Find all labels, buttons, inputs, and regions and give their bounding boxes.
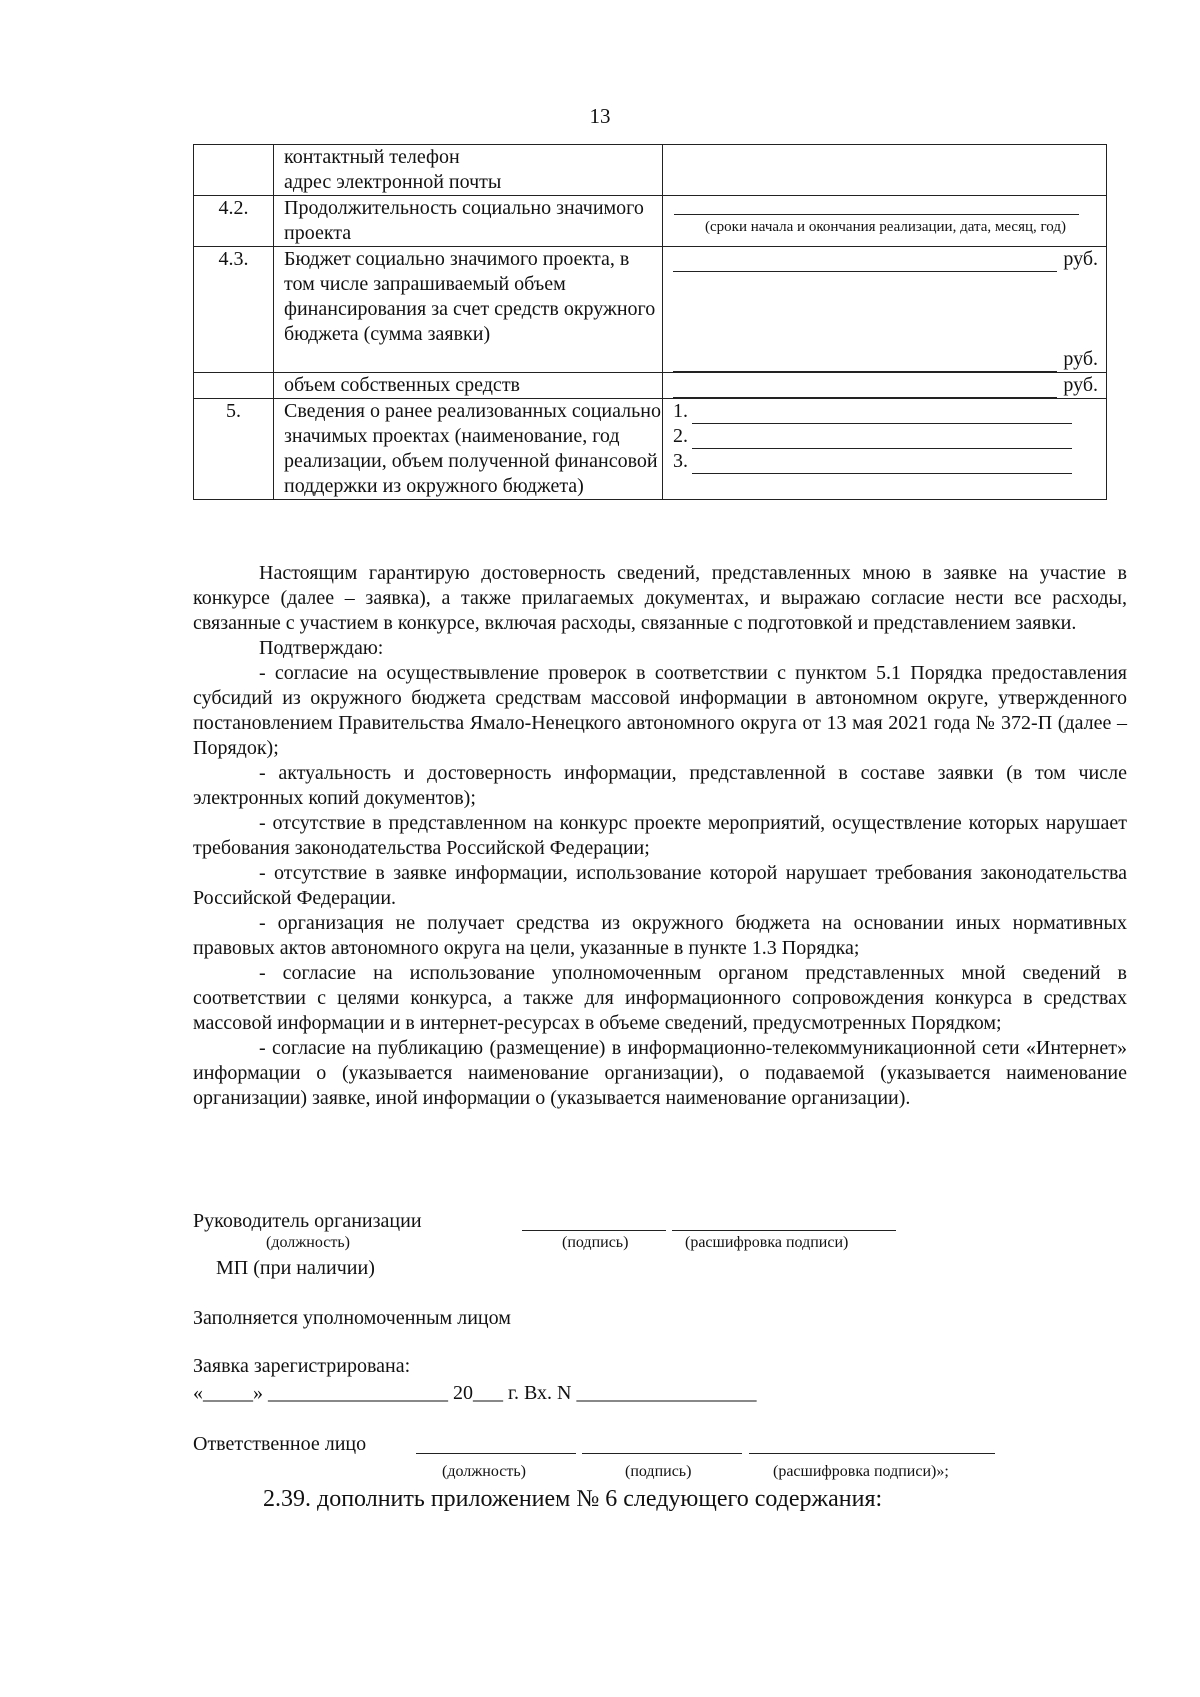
signature-line[interactable] (582, 1452, 742, 1454)
closing-instruction: 2.39. дополнить приложением № 6 следующего содержания: (263, 1486, 883, 1512)
budget-request-line[interactable] (673, 352, 1057, 372)
project-line-1[interactable] (692, 404, 1072, 424)
signature-decode-line[interactable] (749, 1452, 995, 1454)
paragraph: - согласие на использование уполномоченным органом представленных мной сведений в соответствии с целями конкурса, а также для информационного сопровождения конкурса в средствах массовой информации и в интернет-ресурсах в объеме сведений, предусмотренных Порядком; (193, 962, 1127, 1034)
row-number: 4.3. (194, 247, 274, 373)
responsible-person-label: Ответственное лицо (193, 1433, 367, 1455)
signature-line[interactable] (522, 1229, 666, 1231)
signature-decode-caption: (расшифровка подписи)»; (773, 1463, 949, 1480)
duration-hint: (сроки начала и окончания реализации, дата, месяц, год) (705, 219, 1066, 235)
previous-projects-cell (663, 399, 1107, 500)
own-funds-label: объем собственных средств (274, 373, 663, 399)
table-row-4-2 (194, 196, 1107, 247)
signature-caption: (подпись) (562, 1234, 629, 1251)
budget-label: Бюджет социально значимого проекта, в том числе запрашиваемый объем финансирования за счет средств окружного бюджета (сумма заявки) (274, 247, 663, 373)
position-caption: (должность) (266, 1234, 350, 1251)
page-number: 13 (589, 104, 611, 128)
position-caption: (должность) (442, 1463, 526, 1480)
row-number: 4.2. (194, 196, 274, 247)
previous-projects-label: Сведения о ранее реализованных социально значимых проектах (наименование, год реализации, объем полученной финансовой поддержки из окружного бюджета) (274, 399, 663, 500)
table-row-5 (194, 399, 1107, 500)
email-label: адрес электронной почты (284, 171, 502, 193)
currency-label: руб. (1063, 248, 1098, 270)
paragraph: - актуальность и достоверность информации, представленной в составе заявки (в том числе электронных копий документов); (193, 762, 1127, 809)
stamp-label: МП (при наличии) (216, 1257, 375, 1279)
registration-date-line: «_____» __________________ 20___ г. Вх. N __________________ (193, 1382, 757, 1404)
filled-by-label: Заполняется уполномоченным лицом (193, 1307, 511, 1329)
paragraph: - согласие на осуществывление проверок в соответствии с пунктом 5.1 Порядка предоставления субсидий из окружного бюджета средствам массовой информации в автономном округе, утвержденного постановлением Правительства Ямало-Ненецкого автономного округа от 13 мая 2021 года № 372-П (далее – Порядок); (193, 662, 1127, 759)
row-number: 5. (194, 399, 274, 500)
declaration-text (193, 561, 1127, 1111)
list-item-number: 3. (673, 450, 688, 472)
table-row-own-funds (194, 373, 1107, 399)
signature-decode-line[interactable] (672, 1229, 896, 1231)
duration-value-cell[interactable] (663, 196, 1107, 247)
paragraph: Настоящим гарантирую достоверность сведений, представленных мною в заявке на участие в конкурсе (далее – заявка), а также прилагаемых документах, и выражаю согласие нести все расходы, связанные с участием в конкурсе, включая расходы, связанные с подготовкой и представлением заявки. (193, 562, 1127, 634)
currency-label: руб. (1063, 348, 1098, 370)
duration-label: Продолжительность социально значимого проекта (274, 196, 663, 247)
paragraph: - отсутствие в представленном на конкурс проекте мероприятий, осуществление которых нарушает требования законодательства Российской Федерации; (193, 812, 1127, 859)
signature-caption: (подпись) (625, 1463, 692, 1480)
table-row-4-3 (194, 247, 1107, 373)
paragraph: - отсутствие в заявке информации, использование которой нарушает требования законодательства Российской Федерации. (193, 862, 1127, 909)
paragraph: - согласие на публикацию (размещение) в информационно-телекоммуникационной сети «Интернет» информации о (указывается наименование организации), о подаваемой (указывается наименование организации) заявке, иной информации о (указывается наименование организации). (193, 1037, 1127, 1109)
position-line[interactable] (416, 1452, 576, 1454)
application-form-table (193, 144, 1107, 500)
budget-value-cell[interactable] (663, 247, 1107, 373)
list-item-number: 1. (673, 400, 688, 422)
table-row-contact (194, 145, 1107, 196)
contact-value-cell[interactable] (663, 145, 1107, 196)
project-line-2[interactable] (692, 429, 1072, 449)
paragraph: Подтверждаю: (259, 637, 384, 659)
own-funds-line[interactable] (673, 378, 1057, 398)
currency-label: руб. (1063, 374, 1098, 396)
contact-phone-label: контактный телефон (284, 146, 460, 168)
head-of-organization-label: Руководитель организации (193, 1210, 422, 1232)
paragraph: - организация не получает средства из окружного бюджета на основании иных нормативных правовых актов автономного округа на цели, указанные в пункте 1.3 Порядка; (193, 912, 1127, 959)
list-item-number: 2. (673, 425, 688, 447)
budget-total-line[interactable] (673, 252, 1057, 272)
registered-label: Заявка зарегистрирована: (193, 1355, 411, 1377)
signature-decode-caption: (расшифровка подписи) (685, 1234, 849, 1251)
project-line-3[interactable] (692, 454, 1072, 474)
